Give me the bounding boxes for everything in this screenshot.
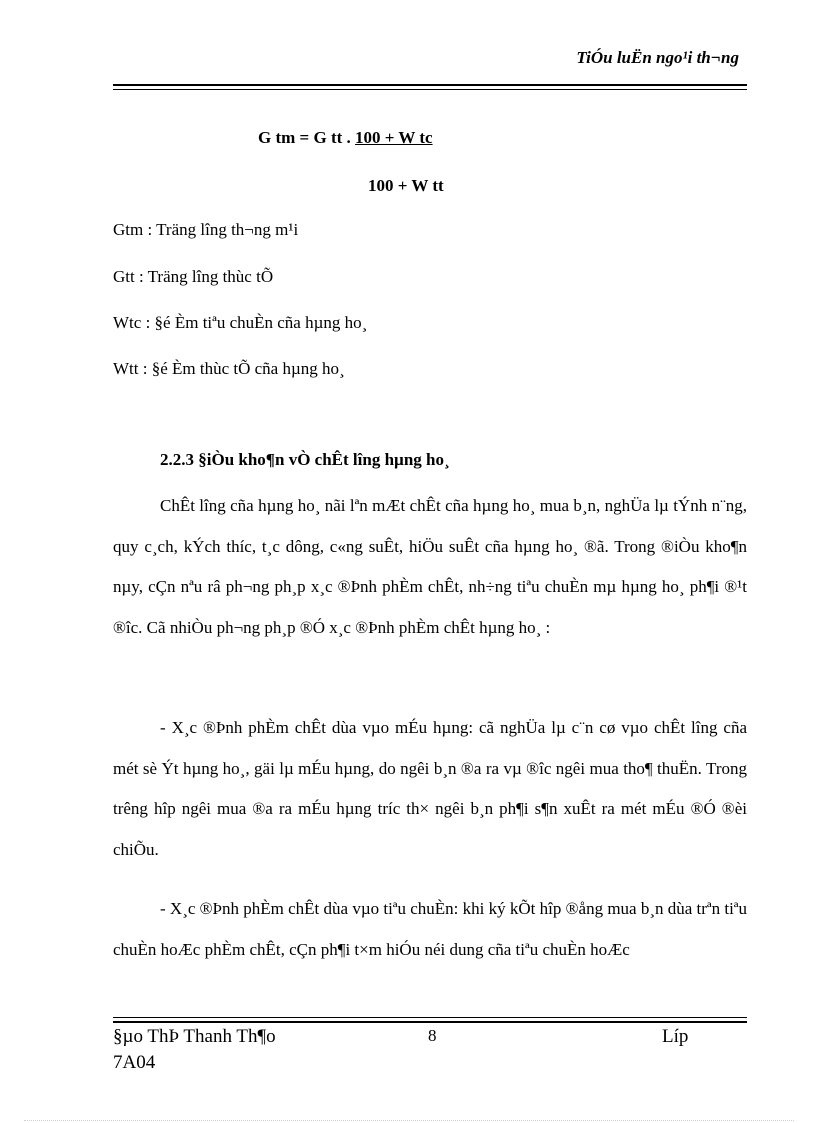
page-edge-divider (24, 1120, 794, 1121)
definition-gtt: Gtt : Träng lîng thùc tÕ (113, 267, 274, 286)
header-title: TiÓu luËn ngo¹i th¬ng (576, 48, 739, 67)
header-rule-top (113, 84, 747, 86)
footer-rule-bottom (113, 1021, 747, 1023)
footer-author: §µo ThÞ Thanh Th¶o (113, 1026, 276, 1047)
page-number: 8 (428, 1026, 437, 1045)
formula-lhs: G tm = G tt . (258, 128, 351, 147)
header-rule-bottom (113, 89, 747, 90)
body-paragraph-1 (113, 486, 747, 648)
formula-numerator: 100 + W tc (355, 128, 433, 147)
paragraph-text: - X¸c ®Þnh phÈm chÊt dùa vµo mÉu hµng: cã nghÜa lµ c¨n cø vµo chÊt lîng cña mét sè Ýt hµng ho¸, gäi lµ mÉu hµng, do ngêi b¸n ®a ra vµ ®îc ngêi mua tho¶ thuËn. Trong trêng hîp ngêi mua ®a ra mÉu hµng tríc th× ngêi b¸n ph¶i s¶n xuÊt ra mét mÉu ®Ó ®èi chiÕu. (113, 718, 747, 859)
formula-line-1 (258, 128, 433, 148)
section-heading: 2.2.3 §iÒu kho¶n vÒ chÊt lîng hµng ho¸ (160, 450, 450, 469)
definition-gtm: Gtm : Träng lîng th¬ng m¹i (113, 220, 299, 239)
footer-rule-top (113, 1017, 747, 1018)
definition-wtc: Wtc : §é Èm tiªu chuÈn cña hµng ho¸ (113, 313, 368, 332)
formula-denominator: 100 + W tt (368, 176, 444, 195)
definition-wtt: Wtt : §é Èm thùc tÕ cña hµng ho¸ (113, 359, 345, 378)
body-paragraph-2 (113, 708, 747, 870)
paragraph-text: ChÊt lîng cña hµng ho¸ nãi lªn mÆt chÊt cña hµng ho¸ mua b¸n, nghÜa lµ tÝnh n¨ng, quy c¸ch, kÝch thíc, t¸c dông, c«ng suÊt, hiÖu suÊt cña hµng ho¸ ®ã. Trong ®iÒu kho¶n nµy, cÇn nªu râ ph¬ng ph¸p x¸c ®Þnh phÈm chÊt, nh÷ng tiªu chuÈn mµ hµng ho¸ ph¶i ®¹t ®îc. Cã nhiÒu ph¬ng ph¸p ®Ó x¸c ®Þnh phÈm chÊt hµng ho¸ : (113, 496, 747, 637)
footer-class-code: 7A04 (113, 1052, 156, 1073)
body-paragraph-3 (113, 889, 747, 970)
footer-class-label: Líp (662, 1026, 689, 1047)
paragraph-text: - X¸c ®Þnh phÈm chÊt dùa vµo tiªu chuÈn: khi ký kÕt hîp ®ång mua b¸n dùa trªn tiªu chuÈn hoÆc phÈm chÊt, cÇn ph¶i t×m hiÓu néi dung cña tiªu chuÈn hoÆc (113, 899, 747, 959)
